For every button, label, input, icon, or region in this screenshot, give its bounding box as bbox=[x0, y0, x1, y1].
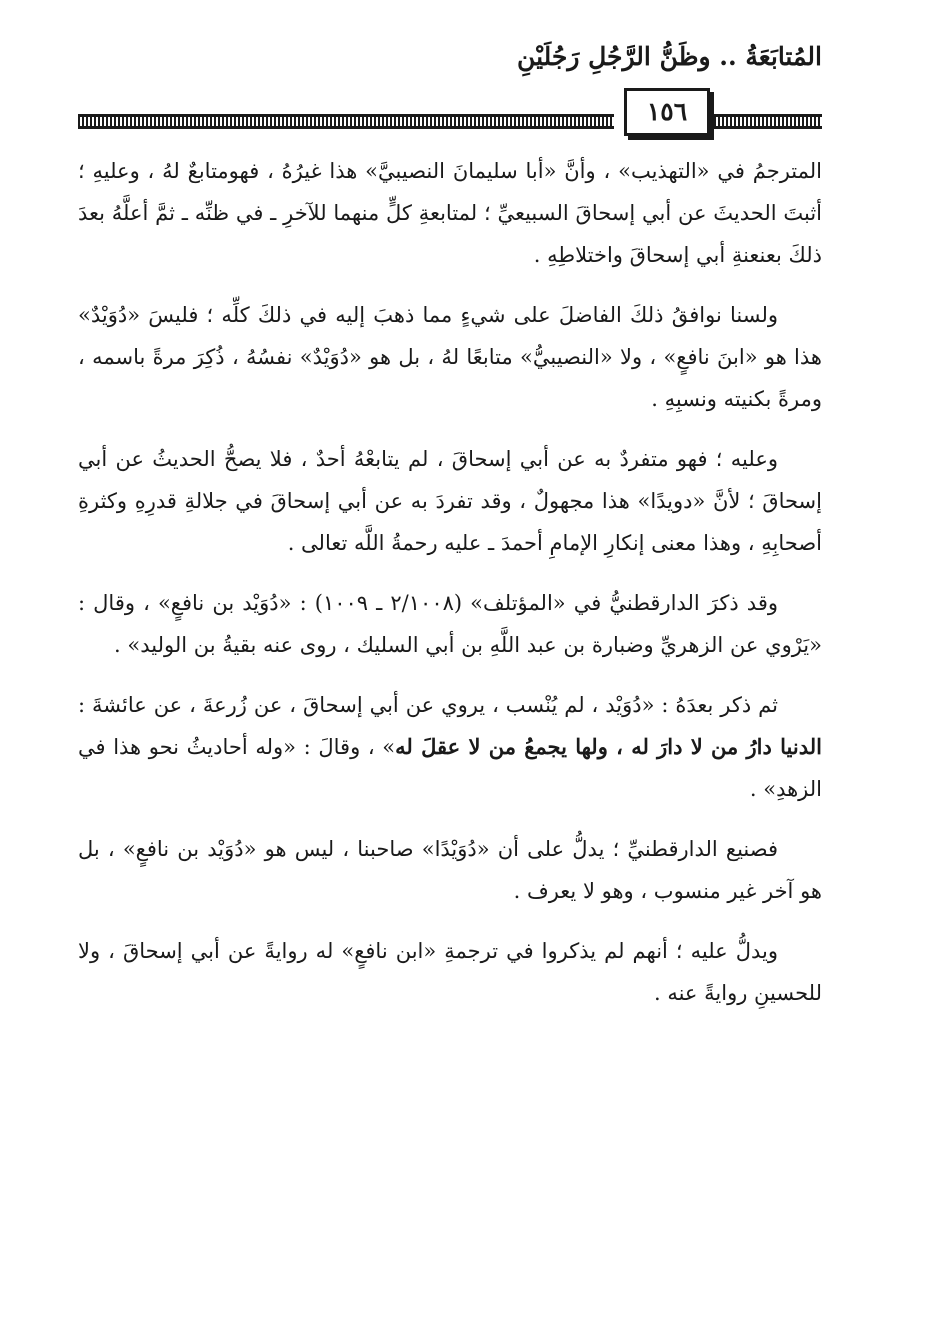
running-title: المُتابَعَةُ .. وظَنُّ الرَّجُلِ رَجُلَيْنِ bbox=[517, 42, 822, 71]
hadith-quote: الدنيا دارُ من لا دارَ له ، ولها يجمعُ من لا عقلَ له bbox=[395, 734, 822, 759]
paragraph-text: ثم ذكر بعدَهُ : «دُوَيْد ، لم يُنْسب ، يروي عن أبي إسحاقَ ، عن زُرعةَ ، عن عائشةَ : bbox=[78, 693, 778, 717]
paragraph: وقد ذكرَ الدارقطنيُّ في «المؤتلف» (٢/١٠٠٨ ـ ١٠٠٩) : «دُوَيْد بن نافعٍ» ، وقال : «يَرْوي عن الزهريِّ وضبارة بن عبد اللَّهِ بن أبي السليك ، روى عنه بقيةُ بن الوليد» . bbox=[78, 591, 822, 657]
page-number: ١٥٦ bbox=[624, 88, 710, 136]
header-rule-left bbox=[78, 114, 614, 129]
paragraph: وعليه ؛ فهو متفردٌ به عن أبي إسحاقَ ، لم يتابعْهُ أحدٌ ، فلا يصحُّ الحديثُ عن أبي إسحاقَ ؛ لأنَّ «دويدًا» هذا مجهولٌ ، وقد تفردَ به عن أبي إسحاقَ في جلالةِ قدرِهِ وكثرةِ أصحابِهِ ، وهذا معنى إنكارِ الإمامِ أحمدَ ـ عليه رحمةُ اللَّه تعالى . bbox=[78, 447, 822, 555]
paragraph: فصنيع الدارقطنيِّ ؛ يدلُّ على أن «دُوَيْدًا» صاحبنا ، ليس هو «دُوَيْد بن نافعٍ» ، بل هو آخر غير منسوب ، وهو لا يعرف . bbox=[78, 837, 822, 903]
paragraph bbox=[78, 684, 822, 810]
header-rule-right bbox=[714, 114, 822, 129]
paragraph: ويدلُّ عليه ؛ أنهم لم يذكروا في ترجمةِ «ابن نافعٍ» له روايةً عن أبي إسحاقَ ، ولا للحسينِ روايةً عنه . bbox=[78, 939, 822, 1005]
page-header bbox=[78, 42, 822, 132]
page-body bbox=[78, 150, 822, 1032]
paragraph: المترجمُ في «التهذيب» ، وأنَّ «أبا سليمانَ النصيبيَّ» هذا غيرُهُ ، فهومتابعٌ لهُ ، وعليهِ ؛ أثبتَ الحديثَ عن أبي إسحاقَ السبيعيِّ ؛ لمتابعةِ كلٍّ منهما للآخرِ ـ في ظنِّه ـ ثمَّ أعلَّهُ بعدَ ذلكَ بعنعنةِ أبي إسحاقَ واختلاطِهِ . bbox=[78, 159, 822, 267]
paragraph: ولسنا نوافقُ ذلكَ الفاضلَ على شيءٍ مما ذهبَ إليه في ذلكَ كلِّه ؛ فليسَ «دُوَيْدٌ» هذا هو «ابنَ نافعٍ» ، ولا «النصيبيُّ» متابعًا لهُ ، بل هو «دُوَيْدٌ» نفسُهُ ، ذُكِرَ مرةً باسمه ، ومرةً بكنيته ونسبِهِ . bbox=[78, 303, 822, 411]
paragraph-text: » ، وقالَ : «وله أحاديثُ نحو هذا في الزهدِ» . bbox=[78, 735, 822, 801]
